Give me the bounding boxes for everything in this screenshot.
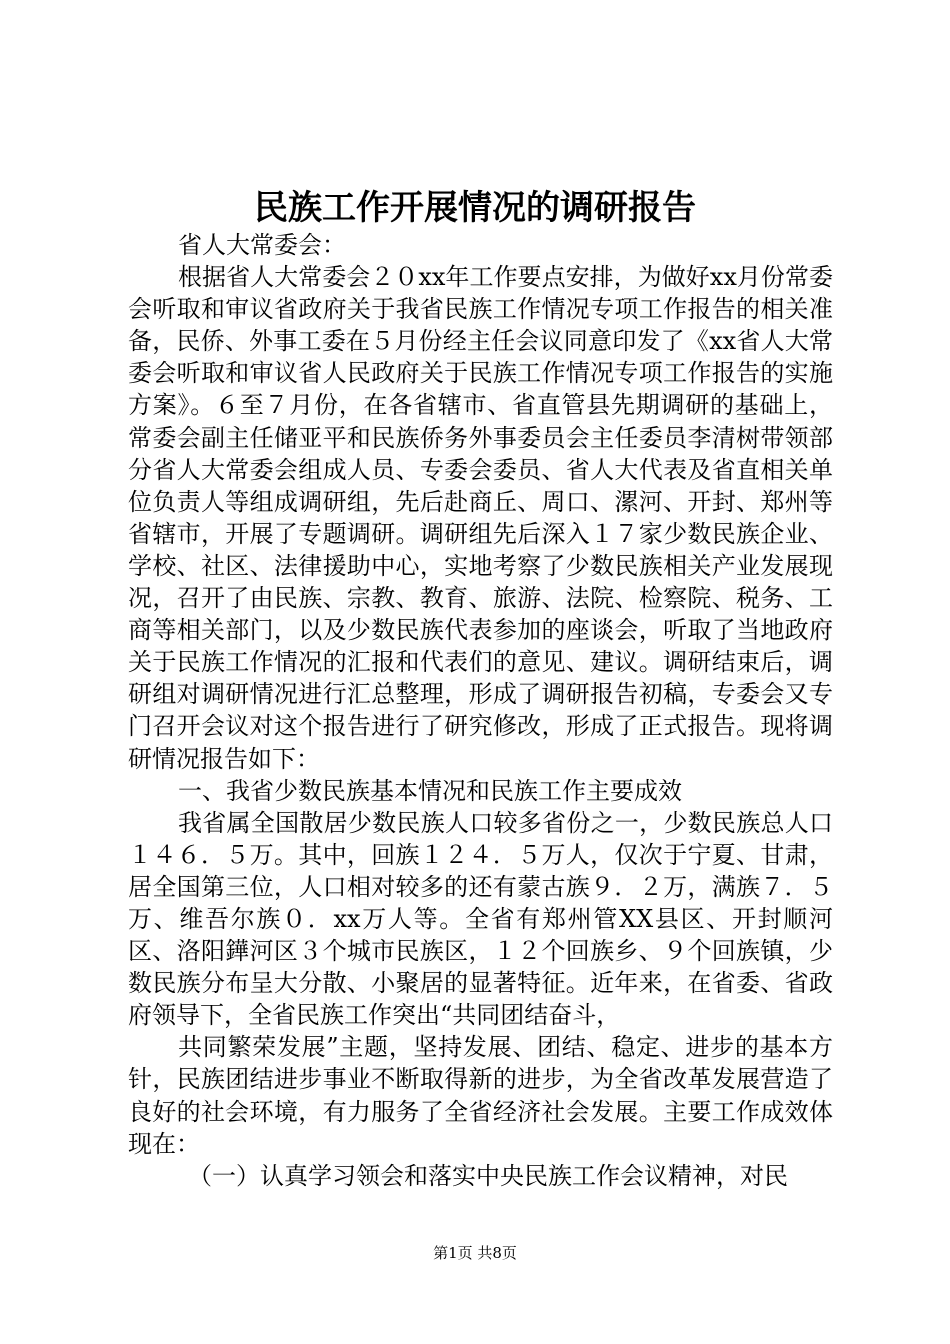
document-body	[128, 229, 833, 1192]
paragraph-intro: 根据省人大常委会２０xx年工作要点安排，为做好xx月份常委会听取和审议省政府关于我省民族工作情况专项工作报告的相关准备，民侨、外事工委在５月份经主任会议同意印发了《xx省人大常委会听取和审议省人民政府关于民族工作情况专项工作报告的实施方案》。６至７月份，在各省辖市、省直管县先期调研的基础上，常委会副主任储亚平和民族侨务外事委员会主任委员李清树带领部分省人大常委会组成人员、专委会委员、省人大代表及省直相关单位负责人等组成调研组，先后赴商丘、周口、漯河、开封、郑州等省辖市，开展了专题调研。调研组先后深入１７家少数民族企业、学校、社区、法律援助中心，实地考察了少数民族相关产业发展现况，召开了由民族、宗教、教育、旅游、法院、检察院、税务、工商等相关部门，以及少数民族代表参加的座谈会，听取了当地政府关于民族工作情况的汇报和代表们的意见、建议。调研结束后，调研组对调研情况进行汇总整理，形成了调研报告初稿，专委会又专门召开会议对这个报告进行了研究修改，形成了正式报告。现将调研情况报告如下：	[128, 263, 833, 773]
subsection-heading: （一）认真学习领会和落实中央民族工作会议精神，对民	[188, 1161, 788, 1190]
paragraph-achievements: 共同繁荣发展”主题，坚持发展、团结、稳定、进步的基本方针，民族团结进步事业不断取得新的进步，为全省改革发展营造了良好的社会环境，有力服务了全省经济社会发展。主要工作成效体现在：	[128, 1033, 833, 1158]
salutation: 省人大常委会：	[178, 231, 346, 259]
document-title: 民族工作开展情况的调研报告	[254, 188, 696, 228]
section-heading: 一、我省少数民族基本情况和民族工作主要成效	[178, 776, 682, 805]
paragraph-overview: 我省属全国散居少数民族人口较多省份之一，少数民族总人口１４６．５万。其中，回族１２４．５万人，仅次于宁夏、甘肃，居全国第三位，人口相对较多的还有蒙古族９．２万，满族７．５万、维吾尔族０．xx万人等。全省有郑州管XX县区、开封顺河区、洛阳鏵河区３个城市民族区，１２个回族乡、９个回族镇，少数民族分布呈大分散、小聚居的显著特征。近年来，在省委、省政府领导下，全省民族工作突出“共同团结奋斗，	[128, 808, 833, 1030]
page-footer: 第1页 共8页	[433, 1244, 517, 1262]
